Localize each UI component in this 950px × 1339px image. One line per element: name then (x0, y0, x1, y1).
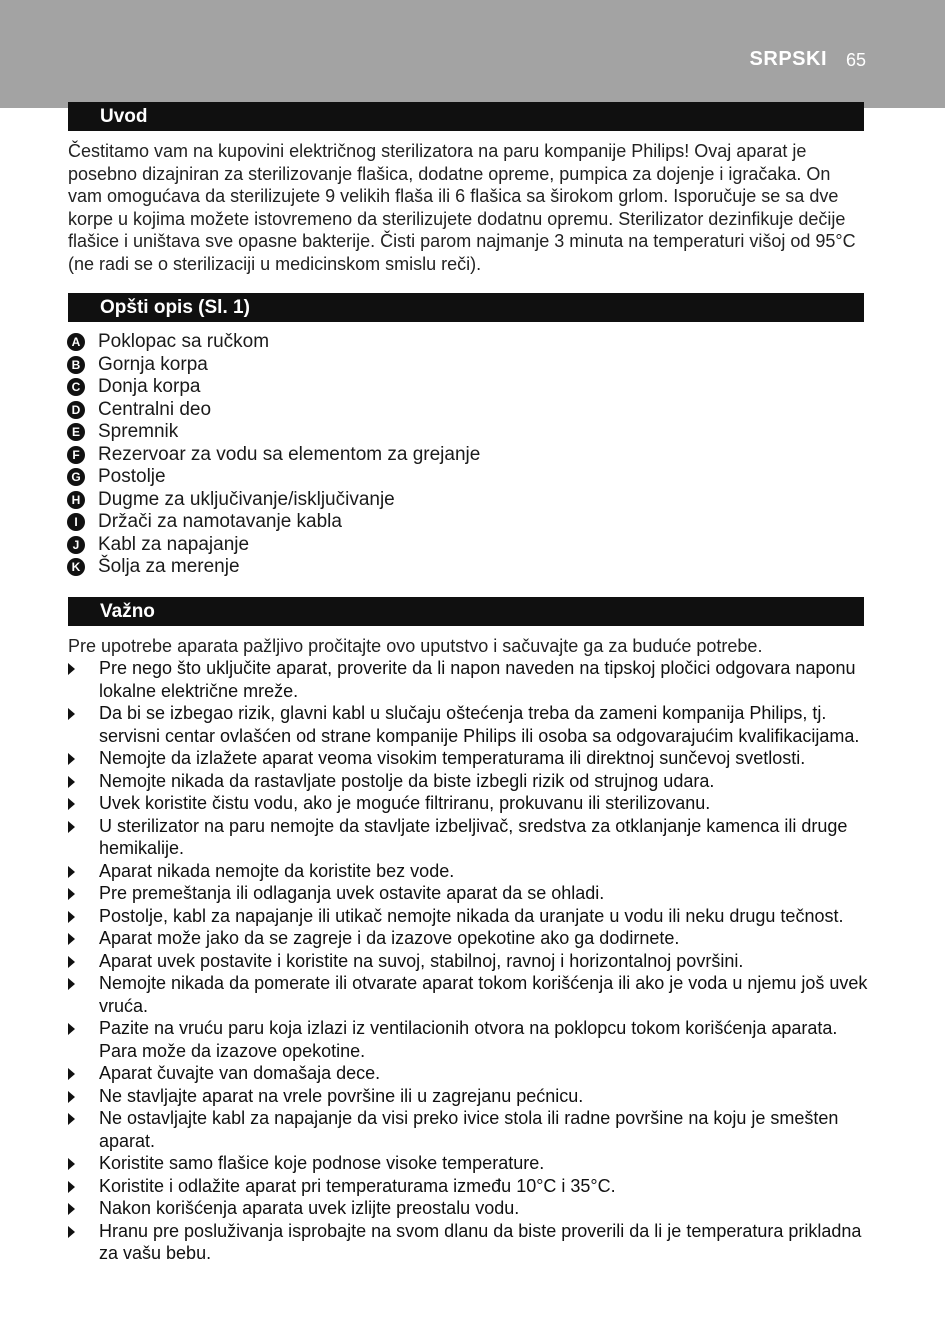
warning-item (68, 1152, 868, 1175)
bullet-icon (68, 1091, 75, 1103)
part-label: Centralni deo (98, 398, 212, 420)
parts-list-item (67, 556, 480, 579)
part-label: Spremnik (98, 421, 179, 442)
warning-item (68, 927, 868, 950)
warning-item (68, 972, 868, 1017)
part-letter-badge: C (67, 378, 85, 396)
part-letter-badge: F (67, 446, 85, 464)
part-letter-badge: D (67, 401, 85, 419)
parts-list (67, 331, 480, 579)
warning-text: Pazite na vruću paru koja izlazi iz ventilacionih otvora na poklopcu tokom korišćenja aparata. Para može da izazove opekotine. (99, 1018, 838, 1061)
part-letter-badge: H (67, 491, 85, 509)
warning-text: Uvek koristite čistu vodu, ako je moguće filtriranu, prokuvanu ili sterilizovanu. (99, 793, 711, 813)
parts-list-item (67, 511, 480, 534)
bullet-icon (68, 663, 75, 675)
warning-item (68, 747, 868, 770)
bullet-icon (68, 1226, 75, 1238)
parts-list-item (67, 444, 480, 467)
bullet-icon (68, 821, 75, 833)
warning-item (68, 770, 868, 793)
warnings-list (68, 657, 868, 1265)
warning-item (68, 702, 868, 747)
language-label: SRPSKI (749, 48, 827, 70)
bullet-icon (68, 1158, 75, 1170)
warning-item (68, 1197, 868, 1220)
bullet-icon (68, 776, 75, 788)
warning-item (68, 1175, 868, 1198)
warning-text: Aparat čuvajte van domašaja dece. (99, 1063, 381, 1083)
part-label: Kabl za napajanje (98, 533, 250, 555)
warning-text: Aparat nikada nemojte da koristite bez vode. (99, 860, 455, 881)
warning-text: Koristite i odlažite aparat pri temperaturama između 10°C i 35°C. (99, 1175, 616, 1196)
warning-text: Nemojte nikada da pomerate ili otvarate aparat tokom korišćenja ili ako je voda u njemu još uvek vruća. (99, 973, 868, 1016)
warning-text: Aparat može jako da se zagreje i da izazove opekotine ako ga dodirnete. (99, 928, 680, 948)
bullet-icon (68, 933, 75, 945)
warning-item (68, 882, 868, 905)
part-label: Dugme za uključivanje/isključivanje (98, 488, 395, 510)
bullet-icon (68, 1181, 75, 1193)
section-heading-important: Važno (68, 597, 864, 626)
warning-text: Nemojte nikada da rastavljate postolje da biste izbegli rizik od strujnog udara. (99, 770, 715, 791)
warning-text: Da bi se izbegao rizik, glavni kabl u slučaju oštećenja treba da zameni kompanija Philips, tj. servisni centar ovlašćen od strane kompanije Philips ili osoba sa odgovarajućim kvalifikacijama. (99, 703, 860, 746)
parts-list-item (67, 354, 480, 377)
warning-item (68, 1017, 868, 1062)
warning-text: Ne stavljajte aparat na vrele površine ili u zagrejanu pećnicu. (99, 1085, 584, 1106)
bullet-icon (68, 753, 75, 765)
header-band-edge (945, 0, 950, 108)
part-letter-badge: B (67, 356, 85, 374)
part-letter-badge: I (67, 513, 85, 531)
important-intro: Pre upotrebe aparata pažljivo pročitajte ovo uputstvo i sačuvajte ga za buduće potrebe. (68, 636, 763, 656)
bullet-icon (68, 978, 75, 990)
warning-text: Pre premeštanja ili odlaganja uvek ostavite aparat da se ohladi. (99, 883, 605, 903)
parts-list-item (67, 489, 480, 512)
parts-list-item (67, 376, 480, 399)
bullet-icon (68, 911, 75, 923)
parts-list-item (67, 399, 480, 422)
warning-item (68, 1085, 868, 1108)
warning-text: Pre nego što uključite aparat, proverite da li napon naveden na tipskoj pločici odgovara naponu lokalne električne mreže. (99, 658, 856, 701)
part-label: Donja korpa (98, 376, 201, 397)
warning-item (68, 815, 868, 860)
warning-item (68, 950, 868, 973)
warning-text: U sterilizator na paru nemojte da stavljate izbeljivač, sredstva za otklanjanje kamenca ili druge hemikalije. (99, 815, 848, 858)
intro-paragraph (68, 140, 868, 276)
warning-text: Koristite samo flašice koje podnose visoke temperature. (99, 1153, 545, 1173)
warning-text: Hranu pre posluživanja isprobajte na svom dlanu da biste proverili da li je temperatura prikladna za vašu bebu. (99, 1220, 862, 1263)
warning-text: Postolje, kabl za napajanje ili utikač nemojte nikada da uranjate u vodu ili neku drugu tečnost. (99, 905, 844, 926)
bullet-icon (68, 708, 75, 720)
part-letter-badge: J (67, 536, 85, 554)
warning-text: Nakon korišćenja aparata uvek izlijte preostalu vodu. (99, 1198, 520, 1218)
warning-item (68, 1062, 868, 1085)
page-number: 65 (845, 50, 866, 70)
part-letter-badge: A (67, 333, 85, 351)
warning-text: Nemojte da izlažete aparat veoma visokim temperaturama ili direktnoj sunčevoj svetlosti. (99, 748, 806, 768)
section-heading-intro: Uvod (68, 102, 864, 131)
warning-text: Ne ostavljajte kabl za napajanje da visi preko ivice stola ili radne površine na koju je smešten aparat. (99, 1108, 839, 1151)
bullet-icon (68, 1203, 75, 1215)
part-label: Rezervoar za vodu sa elementom za grejanje (98, 443, 481, 465)
bullet-icon (68, 866, 75, 878)
warning-item (68, 1220, 868, 1265)
part-letter-badge: K (67, 558, 85, 576)
part-label: Postolje (98, 466, 166, 487)
bullet-icon (68, 1113, 75, 1125)
part-label: Poklopac sa ručkom (98, 331, 270, 352)
part-letter-badge: G (67, 468, 85, 486)
part-letter-badge: E (67, 423, 85, 441)
warning-item (68, 1107, 868, 1152)
bullet-icon (68, 1023, 75, 1035)
bullet-icon (68, 956, 75, 968)
warning-text: Aparat uvek postavite i koristite na suvoj, stabilnoj, ravnoj i horizontalnoj površini. (99, 950, 744, 971)
section-heading-general-description: Opšti opis (Sl. 1) (68, 293, 864, 322)
bullet-icon (68, 888, 75, 900)
part-label: Držači za namotavanje kabla (98, 511, 342, 532)
bullet-icon (68, 798, 75, 810)
warning-item (68, 657, 868, 702)
bullet-icon (68, 1068, 75, 1080)
intro-text: Čestitamo vam na kupovini električnog sterilizatora na paru kompanije Philips! Ovaj aparat je posebno dizajniran za sterilizovanje flašica, dodatne opreme, pumpica za dojenje i igračaka. On vam omogućava da sterilizujete 9 velikih flaša ili 6 flašica sa širokom grlom. Isporučuje se sa dve korpe u kojima možete istovremeno da sterilizujete dodatnu opremu. Sterilizator dezinfikuje dečije flašice i uništava sve opasne bakterije. Čisti parom najmanje 3 minuta na temperaturi višoj od 95°C (ne radi se o sterilizaciji u medicinskom smislu reči). (68, 141, 856, 274)
parts-list-item (67, 331, 480, 354)
warning-item (68, 792, 868, 815)
part-label: Gornja korpa (98, 353, 208, 375)
parts-list-item (67, 534, 480, 557)
part-label: Šolja za merenje (98, 556, 240, 577)
warning-item (68, 860, 868, 883)
parts-list-item (67, 466, 480, 489)
parts-list-item (67, 421, 480, 444)
warning-item (68, 905, 868, 928)
